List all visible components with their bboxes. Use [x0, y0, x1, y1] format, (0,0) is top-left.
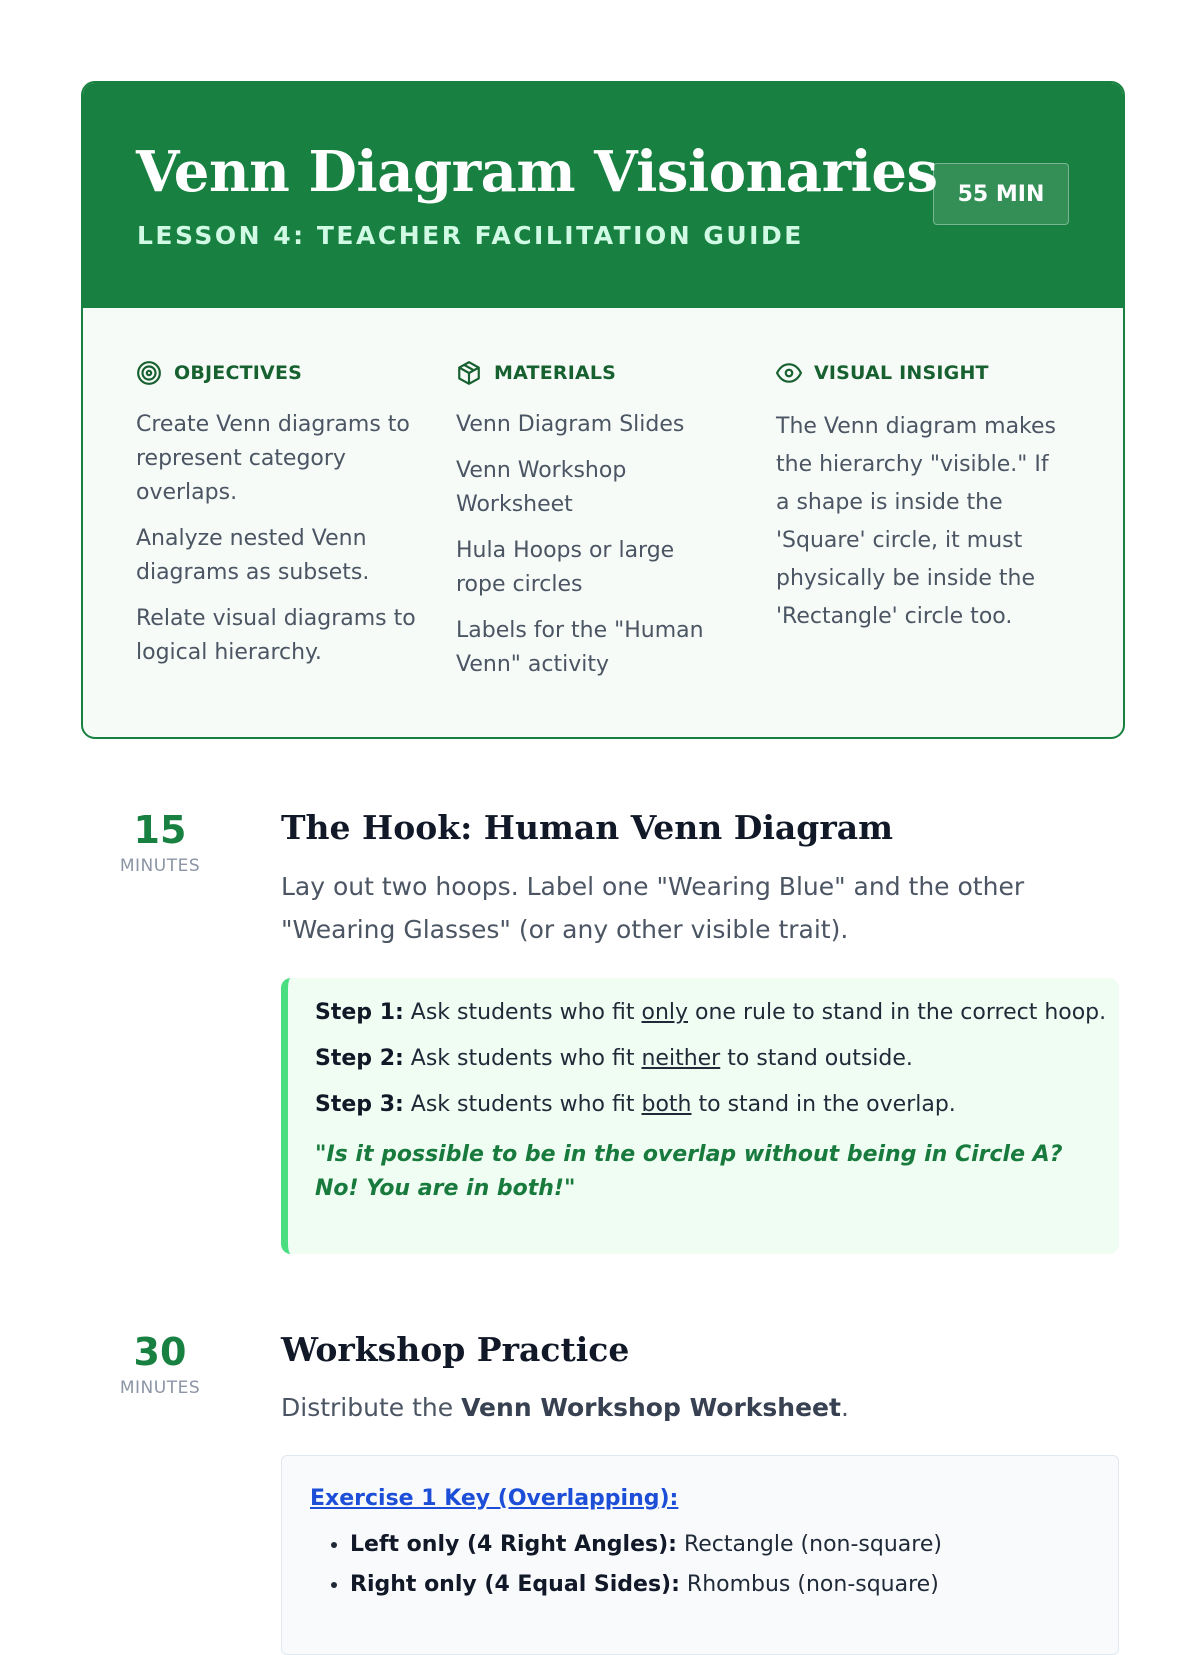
- materials-heading: [456, 360, 726, 386]
- objective-item: Create Venn diagrams to represent category overlaps.: [136, 412, 410, 505]
- workshop-title: Workshop Practice: [281, 1330, 630, 1369]
- material-item: Venn Diagram Slides: [456, 412, 685, 437]
- lesson-title: Venn Diagram Visionaries: [136, 139, 938, 205]
- lesson-card: [81, 81, 1125, 739]
- step-emphasis: only: [641, 1000, 689, 1025]
- key-label: Right only (4 Equal Sides):: [350, 1572, 680, 1597]
- key-label: Left only (4 Right Angles):: [350, 1532, 677, 1557]
- hook-minutes: 15: [133, 808, 187, 852]
- key-value: Rhombus (non-square): [686, 1572, 939, 1597]
- workshop-minutes: 30: [133, 1330, 187, 1374]
- insight-title: VISUAL INSIGHT: [814, 362, 989, 384]
- objectives-list: [136, 408, 416, 670]
- workshop-desc-text: Distribute the: [281, 1393, 454, 1422]
- step-item: [315, 1092, 1093, 1117]
- step-text: to stand outside.: [727, 1046, 913, 1071]
- objective-item: Analyze nested Venn diagrams as subsets.: [136, 526, 370, 585]
- key-value: Rectangle (non-square): [683, 1532, 942, 1557]
- step-text: one rule to stand in the correct hoop.: [695, 1000, 1107, 1025]
- step-text: to stand in the overlap.: [698, 1092, 956, 1117]
- workshop-duration: [118, 1330, 202, 1398]
- exercise-key-list: [310, 1525, 1090, 1605]
- exercise-key-box: [281, 1455, 1119, 1655]
- workshop-minutes-label: MINUTES: [119, 1378, 201, 1398]
- worksheet-name: Venn Workshop Worksheet: [461, 1393, 841, 1422]
- step-label: Step 1:: [315, 1000, 404, 1025]
- lesson-subtitle: LESSON 4: TEACHER FACILITATION GUIDE: [137, 221, 804, 250]
- hook-title: The Hook: Human Venn Diagram: [281, 808, 894, 847]
- step-item: [315, 1046, 1093, 1071]
- step-emphasis: both: [641, 1092, 692, 1117]
- objectives-heading: [136, 360, 416, 386]
- step-item: [315, 1000, 1107, 1025]
- materials-column: [456, 360, 726, 694]
- objectives-title: OBJECTIVES: [174, 362, 303, 384]
- box-icon: [456, 360, 482, 386]
- lesson-header: [83, 83, 1123, 308]
- material-item: Labels for the "Human Venn" activity: [456, 618, 704, 677]
- step-emphasis: neither: [641, 1046, 721, 1071]
- eye-icon: [776, 360, 802, 386]
- key-item: [350, 1525, 1090, 1565]
- materials-title: MATERIALS: [494, 362, 617, 384]
- insight-column: [776, 360, 1066, 636]
- workshop-desc-end: .: [840, 1393, 849, 1422]
- hook-steps-callout: [281, 978, 1119, 1254]
- insight-text: The Venn diagram makes the hierarchy "visible." If a shape is inside the 'Square' circle, it must physically be inside the 'Rectangle' circle too.: [776, 414, 1057, 629]
- target-icon: [136, 360, 162, 386]
- key-item: [350, 1565, 1090, 1605]
- workshop-description: [281, 1386, 1101, 1429]
- step-text: Ask students who fit: [410, 1000, 635, 1025]
- duration-badge: 55 MIN: [933, 163, 1069, 225]
- teacher-quote: "Is it possible to be in the overlap without being in Circle A? No! You are in both!": [315, 1142, 1063, 1201]
- material-item: Venn Workshop Worksheet: [456, 458, 627, 517]
- step-text: Ask students who fit: [410, 1092, 635, 1117]
- objective-item: Relate visual diagrams to logical hierarchy.: [136, 606, 416, 665]
- step-label: Step 3:: [315, 1092, 404, 1117]
- exercise-key-link[interactable]: Exercise 1 Key (Overlapping):: [310, 1486, 679, 1511]
- hook-minutes-label: MINUTES: [119, 856, 201, 876]
- step-label: Step 2:: [315, 1046, 404, 1071]
- materials-list: [456, 408, 726, 682]
- objectives-column: [136, 360, 416, 682]
- hook-duration: [118, 808, 202, 876]
- step-text: Ask students who fit: [410, 1046, 635, 1071]
- material-item: Hula Hoops or large rope circles: [456, 538, 675, 597]
- lesson-overview: [83, 308, 1123, 737]
- hook-description: Lay out two hoops. Label one "Wearing Blue" and the other "Wearing Glasses" (or any other visible trait).: [281, 872, 1025, 944]
- insight-heading: [776, 360, 1066, 386]
